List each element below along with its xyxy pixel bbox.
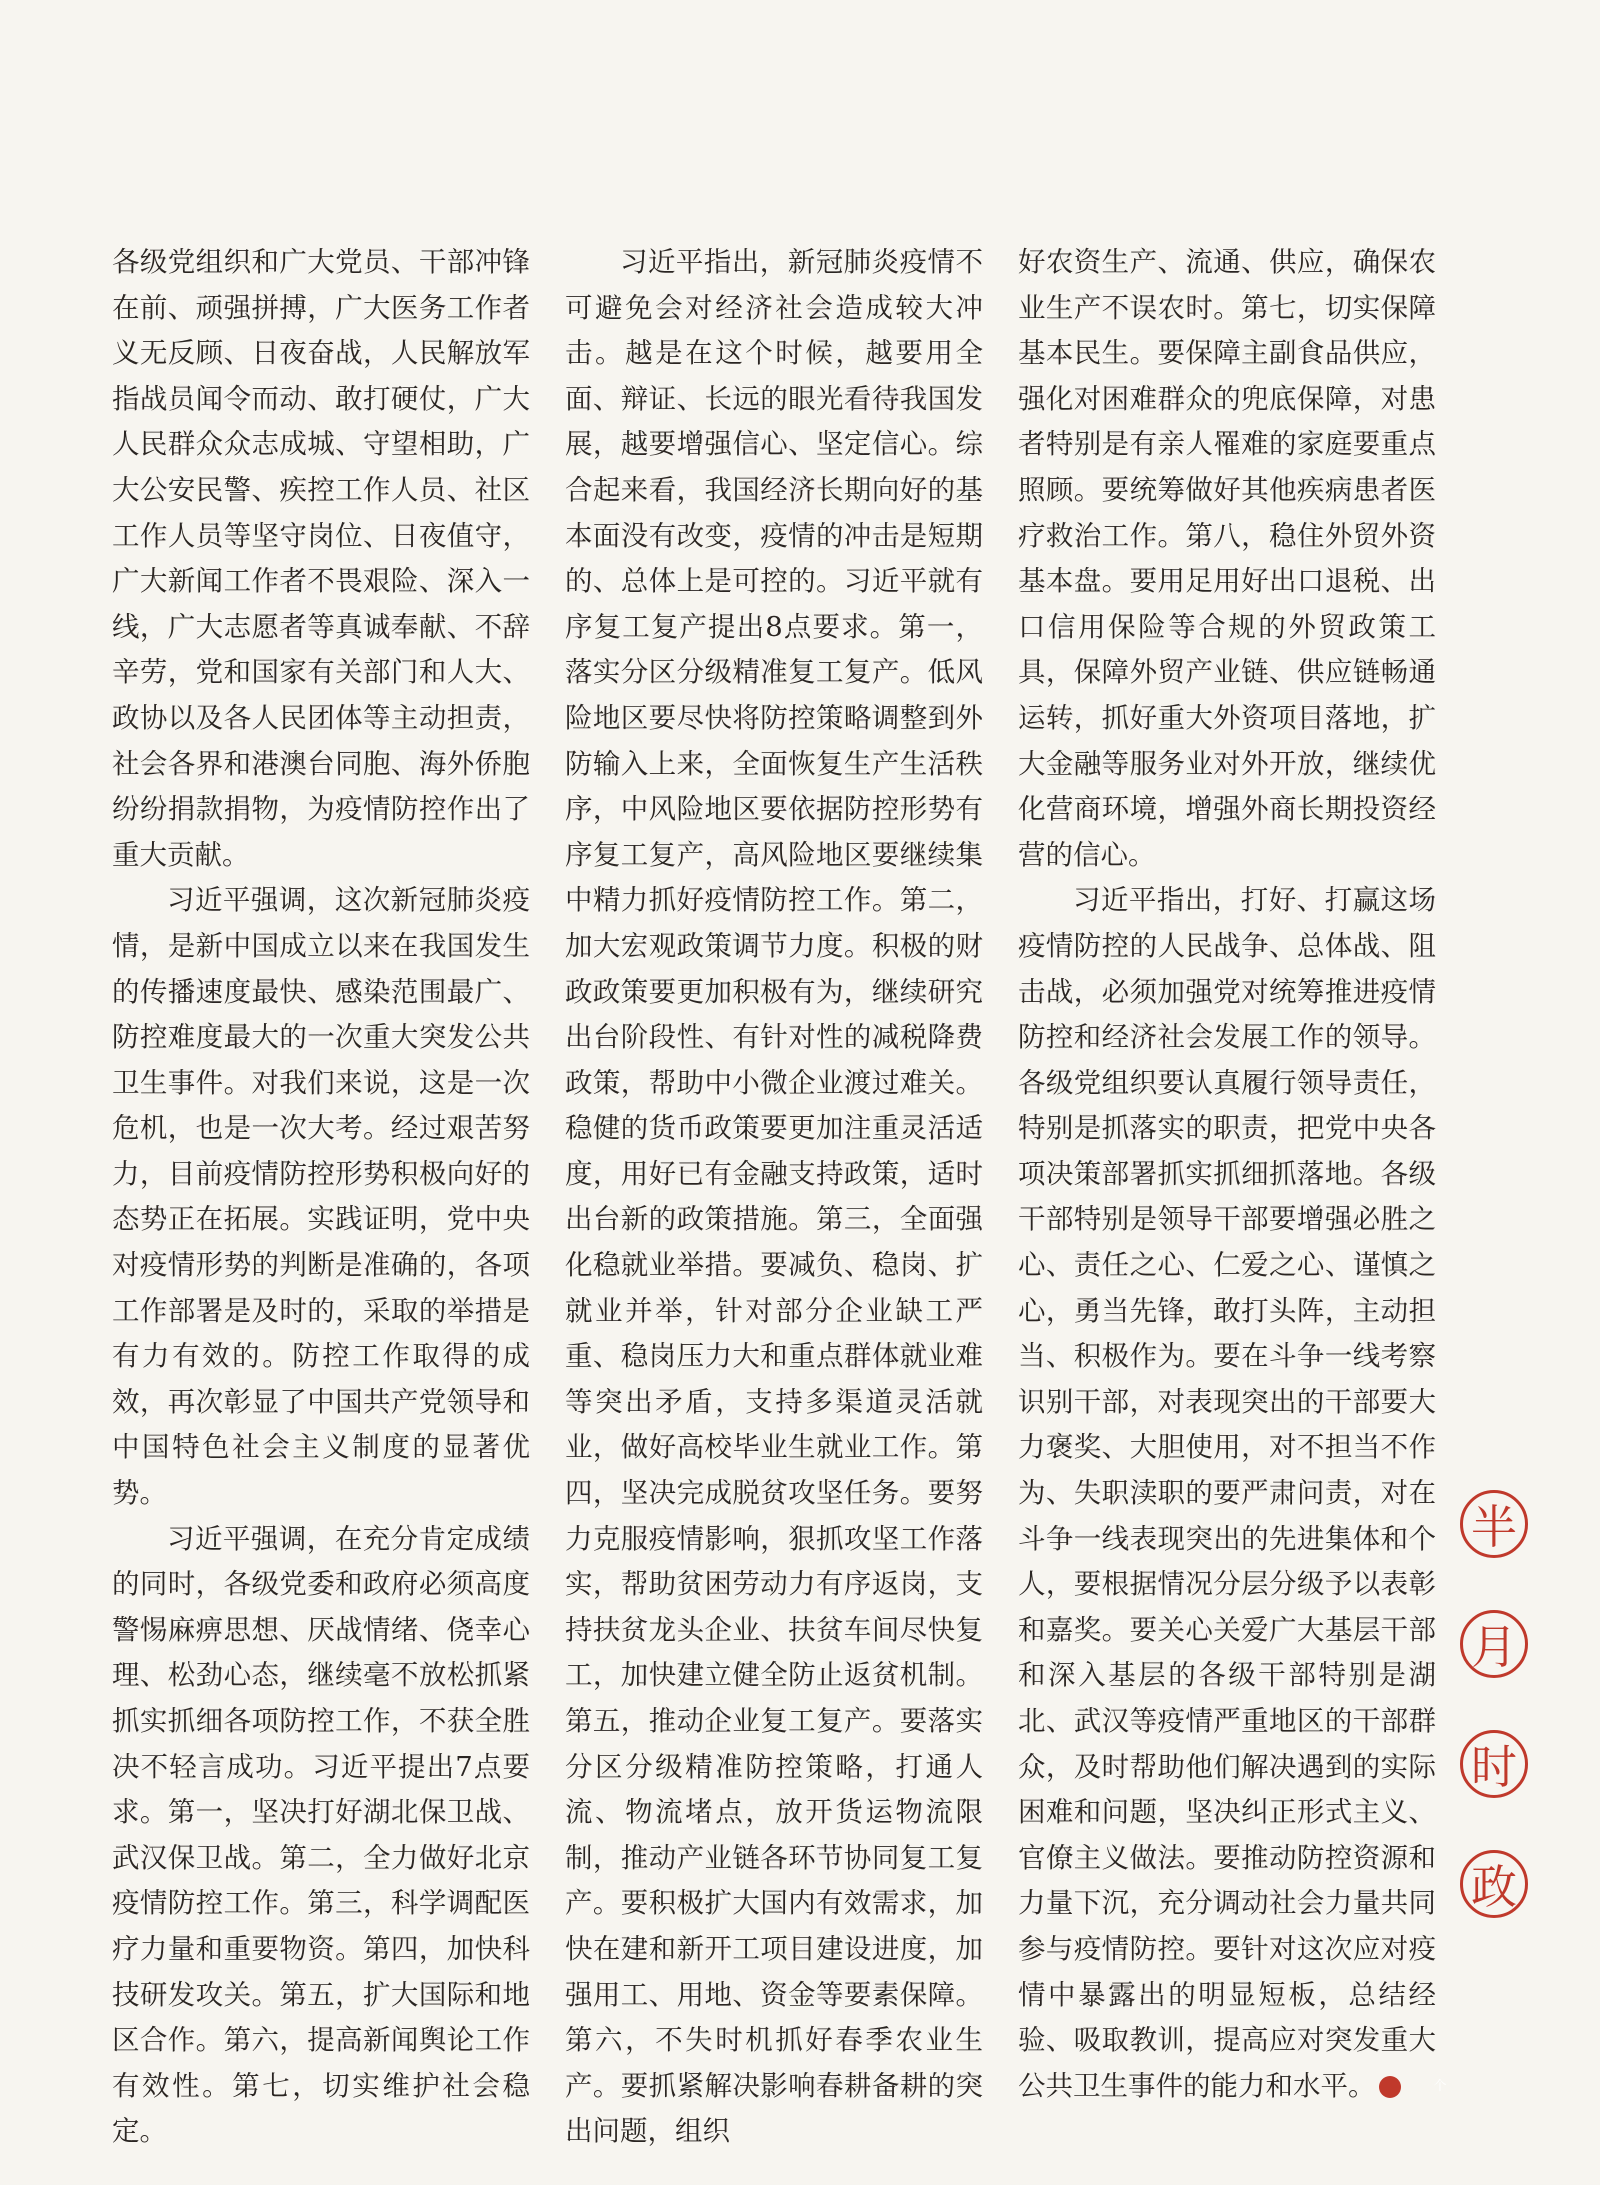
article-column-2 xyxy=(565,240,983,2155)
article-column-3 xyxy=(1018,240,1447,2109)
article-column-1 xyxy=(112,240,530,2155)
section-label-char: 月 xyxy=(1460,1610,1528,1678)
paragraph xyxy=(1018,878,1447,2109)
section-label-char: 政 xyxy=(1460,1850,1528,1918)
paragraph: 习近平强调，这次新冠肺炎疫情，是新中国成立以来在我国发生的传播速度最快、感染范围最广、防控难度最大的一次重大突发公共卫生事件。对我们来说，这是一次危机，也是一次大考。经过艰苦努力，目前疫情防控形势积极向好的态势正在拓展。实践证明，党中央对疫情形势的判断是准确的，各项工作部署是及时的，采取的举措是有力有效的。防控工作取得的成效，再次彰显了中国共产党领导和中国特色社会主义制度的显著优势。 xyxy=(112,884,530,1510)
paragraph: 各级党组织和广大党员、干部冲锋在前、顽强拼搏，广大医务工作者义无反顾、日夜奋战，人民解放军指战员闻令而动、敢打硬仗，广大人民群众众志成城、守望相助，广大公安民警、疾控工作人员、社区工作人员等坚守岗位、日夜值守，广大新闻工作者不畏艰险、深入一线，广大志愿者等真诚奉献、不辞辛劳，党和国家有关部门和人大、政协以及各人民团体等主动担责，社会各界和港澳台同胞、海外侨胞纷纷捐款捐物，为疫情防控作出了重大贡献。 xyxy=(112,246,530,871)
end-mark-icon: 个 xyxy=(1379,2076,1401,2098)
section-label xyxy=(1460,1490,1540,1970)
paragraph: 习近平强调，在充分肯定成绩的同时，各级党委和政府必须高度警惕麻痹思想、厌战情绪、侥幸心理、松劲心态，继续毫不放松抓紧抓实抓细各项防控工作，不获全胜决不轻言成功。习近平提出7点要求。第一，坚决打好湖北保卫战、武汉保卫战。第二，全力做好北京疫情防控工作。第三，科学调配医疗力量和重要物资。第四，加快科技研发攻关。第五，扩大国际和地区合作。第六，提高新闻舆论工作有效性。第七，切实维护社会稳定。 xyxy=(112,1522,530,2148)
paragraph-text: 习近平指出，打好、打赢这场疫情防控的人民战争、总体战、阻击战，必须加强党对统筹推进疫情防控和经济社会发展工作的领导。各级党组织要认真履行领导责任，特别是抓落实的职责，把党中央各项决策部署抓实抓细抓落地。各级干部特别是领导干部要增强必胜之心、责任之心、仁爱之心、谨慎之心，勇当先锋，敢打头阵，主动担当、积极作为。要在斗争一线考察识别干部，对表现突出的干部要大力褒奖、大胆使用，对不担当不作为、失职渎职的要严肃问责，对在斗争一线表现突出的先进集体和个人，要根据情况分层分级予以表彰和嘉奖。要关心关爱广大基层干部和深入基层的各级干部特别是湖北、武汉等疫情严重地区的干部群众，及时帮助他们解决遇到的实际困难和问题，坚决纠正形式主义、官僚主义做法。要推动防控资源和力量下沉，充分调动社会力量共同参与疫情防控。要针对这次应对疫情中暴露出的明显短板，总结经验、吸取教训，提高应对突发重大公共卫生事件的能力和水平。 xyxy=(1018,884,1436,2102)
section-label-char: 半 xyxy=(1460,1490,1528,1558)
paragraph: 习近平指出，新冠肺炎疫情不可避免会对经济社会造成较大冲击。越是在这个时候，越要用全面、辩证、长远的眼光看待我国发展，越要增强信心、坚定信心。综合起来看，我国经济长期向好的基本面没有改变，疫情的冲击是短期的、总体上是可控的。习近平就有序复工复产提出8点要求。第一，落实分区分级精准复工复产。低风险地区要尽快将防控策略调整到外防输入上来，全面恢复生产生活秩序，中风险地区要依据防控形势有序复工复产，高风险地区要继续集中精力抓好疫情防控工作。第二，加大宏观政策调节力度。积极的财政政策要更加积极有为，继续研究出台阶段性、有针对性的减税降费政策，帮助中小微企业渡过难关。稳健的货币政策要更加注重灵活适度，用好已有金融支持政策，适时出台新的政策措施。第三，全面强化稳就业举措。要减负、稳岗、扩就业并举，针对部分企业缺工严重、稳岗压力大和重点群体就业难等突出矛盾，支持多渠道灵活就业，做好高校毕业生就业工作。第四，坚决完成脱贫攻坚任务。要努力克服疫情影响，狠抓攻坚工作落实，帮助贫困劳动力有序返岗，支持扶贫龙头企业、扶贫车间尽快复工，加快建立健全防止返贫机制。第五，推动企业复工复产。要落实分区分级精准防控策略，打通人流、物流堵点，放开货运物流限制，推动产业链各环节协同复工复产。要积极扩大国内有效需求，加快在建和新开工项目建设进度，加强用工、用地、资金等要素保障。第六，不失时机抓好春季农业生产。要抓紧解决影响春耕备耕的突出问题，组织 xyxy=(565,246,983,2148)
section-label-char: 时 xyxy=(1460,1730,1528,1798)
paragraph: 好农资生产、流通、供应，确保农业生产不误农时。第七，切实保障基本民生。要保障主副食品供应，强化对困难群众的兜底保障，对患者特别是有亲人罹难的家庭要重点照顾。要统筹做好其他疾病患者医疗救治工作。第八，稳住外贸外资基本盘。要用足用好出口退税、出口信用保险等合规的外贸政策工具，保障外贸产业链、供应链畅通运转，抓好重大外资项目落地，扩大金融等服务业对外开放，继续优化营商环境，增强外商长期投资经营的信心。 xyxy=(1018,246,1436,871)
